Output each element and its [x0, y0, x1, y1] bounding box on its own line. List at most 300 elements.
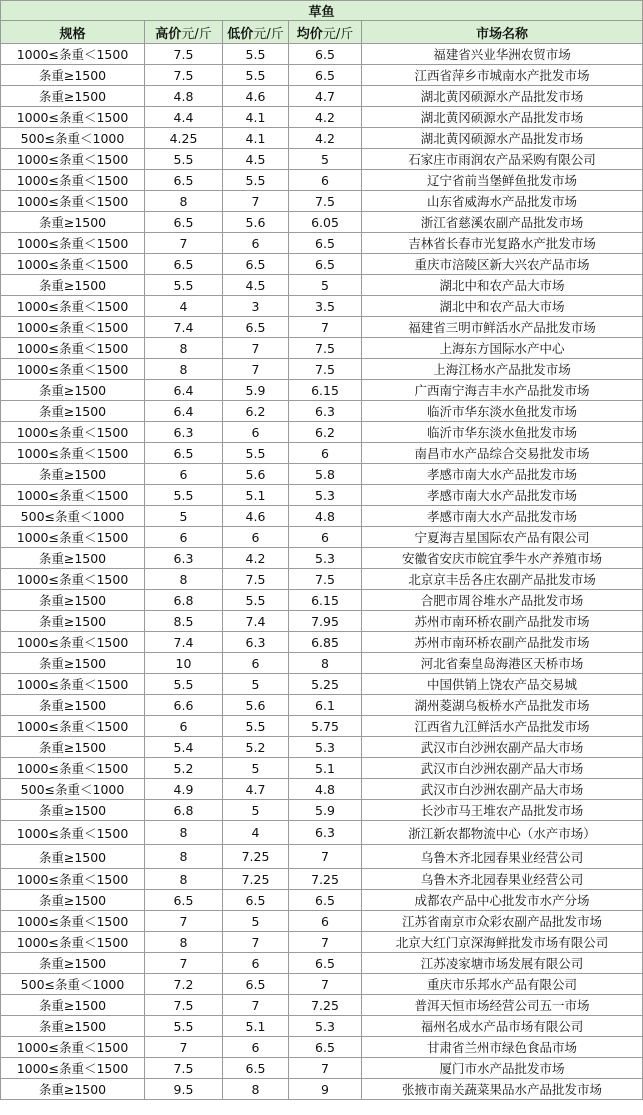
cell-market: 上海江杨水产品批发市场: [362, 359, 643, 380]
cell-high: 6.5: [145, 890, 223, 911]
cell-market: 江苏凌家塘市场发展有限公司: [362, 953, 643, 974]
cell-high: 6.5: [145, 443, 223, 464]
cell-low: 4.1: [223, 107, 289, 128]
cell-market: 江苏省南京市众彩农副产品批发市场: [362, 911, 643, 932]
cell-avg: 5.8: [289, 464, 362, 485]
cell-spec: 条重≥1500: [1, 548, 145, 569]
header-avg-unit: 元/斤: [322, 26, 354, 42]
cell-spec: 条重≥1500: [1, 695, 145, 716]
cell-avg: 7.5: [289, 191, 362, 212]
cell-low: 6.3: [223, 632, 289, 653]
cell-market: 成都农产品中心批发市水产分场: [362, 890, 643, 911]
header-low-label: 低价: [227, 26, 254, 42]
cell-market: 湖北中和农产品大市场: [362, 296, 643, 317]
cell-high: 7.4: [145, 632, 223, 653]
table-row: [1, 845, 643, 869]
cell-high: 5.5: [145, 1016, 223, 1037]
cell-low: 7: [223, 338, 289, 359]
cell-market: 湖北中和农产品大市场: [362, 275, 643, 296]
cell-market: 厦门市水产品批发市场: [362, 1058, 643, 1079]
cell-market: 孝感市南大水产品批发市场: [362, 464, 643, 485]
cell-low: 4.1: [223, 128, 289, 149]
table-row: [1, 779, 643, 800]
cell-spec: 条重≥1500: [1, 890, 145, 911]
cell-spec: 1000≤条重＜1500: [1, 1037, 145, 1058]
cell-low: 6: [223, 953, 289, 974]
cell-spec: 1000≤条重＜1500: [1, 359, 145, 380]
cell-high: 8: [145, 338, 223, 359]
cell-avg: 6.5: [289, 233, 362, 254]
cell-spec: 条重≥1500: [1, 380, 145, 401]
table-row: [1, 128, 643, 149]
table-title: 草鱼: [1, 1, 643, 21]
cell-low: 6: [223, 653, 289, 674]
cell-low: 3: [223, 296, 289, 317]
header-spec: 规格: [1, 21, 145, 44]
cell-market: 武汉市白沙洲农副产品大市场: [362, 758, 643, 779]
cell-low: 7.25: [223, 869, 289, 890]
table-row: [1, 611, 643, 632]
header-avg-label: 均价: [296, 26, 323, 42]
cell-low: 6.2: [223, 401, 289, 422]
cell-high: 6.8: [145, 800, 223, 821]
cell-market: 合肥市周谷堆水产品批发市场: [362, 590, 643, 611]
cell-spec: 1000≤条重＜1500: [1, 422, 145, 443]
cell-avg: 4.8: [289, 779, 362, 800]
cell-spec: 条重≥1500: [1, 611, 145, 632]
cell-low: 5: [223, 674, 289, 695]
cell-avg: 6: [289, 170, 362, 191]
cell-market: 石家庄市雨润农产品采购有限公司: [362, 149, 643, 170]
cell-avg: 5: [289, 149, 362, 170]
cell-low: 5: [223, 758, 289, 779]
cell-market: 临沂市华东淡水鱼批发市场: [362, 401, 643, 422]
cell-market: 乌鲁木齐北园春果业经营公司: [362, 845, 643, 869]
table-row: [1, 443, 643, 464]
cell-low: 5.5: [223, 65, 289, 86]
cell-market: 苏州市南环桥农副产品批发市场: [362, 611, 643, 632]
cell-spec: 1000≤条重＜1500: [1, 527, 145, 548]
cell-market: 甘肃省兰州市绿色食品市场: [362, 1037, 643, 1058]
cell-spec: 500≤条重＜1000: [1, 974, 145, 995]
cell-low: 7: [223, 932, 289, 953]
cell-avg: 5.3: [289, 737, 362, 758]
cell-spec: 条重≥1500: [1, 65, 145, 86]
cell-spec: 500≤条重＜1000: [1, 506, 145, 527]
cell-high: 6.3: [145, 548, 223, 569]
header-avg: [289, 21, 362, 44]
cell-high: 8: [145, 821, 223, 845]
cell-avg: 7: [289, 317, 362, 338]
cell-spec: 1000≤条重＜1500: [1, 569, 145, 590]
cell-avg: 6.3: [289, 401, 362, 422]
table-row: [1, 1058, 643, 1079]
cell-spec: 1000≤条重＜1500: [1, 296, 145, 317]
cell-avg: 8: [289, 653, 362, 674]
cell-high: 8: [145, 845, 223, 869]
cell-spec: 1000≤条重＜1500: [1, 170, 145, 191]
cell-spec: 条重≥1500: [1, 1079, 145, 1100]
cell-market: 孝感市南大水产品批发市场: [362, 485, 643, 506]
cell-spec: 1000≤条重＜1500: [1, 716, 145, 737]
cell-market: 张掖市南关蔬菜果品水产品批发市场: [362, 1079, 643, 1100]
cell-low: 8: [223, 1079, 289, 1100]
cell-market: 宁夏海吉星国际农产品有限公司: [362, 527, 643, 548]
table-row: [1, 86, 643, 107]
cell-market: 重庆市涪陵区新大兴农产品市场: [362, 254, 643, 275]
cell-avg: 6: [289, 443, 362, 464]
table-row: [1, 380, 643, 401]
table-row: [1, 995, 643, 1016]
table-row: [1, 800, 643, 821]
cell-high: 6.5: [145, 212, 223, 233]
cell-avg: 4.8: [289, 506, 362, 527]
table-row: [1, 890, 643, 911]
cell-avg: 7: [289, 974, 362, 995]
header-low-unit: 元/斤: [253, 26, 284, 42]
cell-high: 8: [145, 191, 223, 212]
cell-spec: 1000≤条重＜1500: [1, 443, 145, 464]
cell-avg: 6.3: [289, 821, 362, 845]
table-row: [1, 716, 643, 737]
table-row: [1, 953, 643, 974]
cell-high: 8: [145, 359, 223, 380]
cell-high: 7.5: [145, 995, 223, 1016]
cell-low: 6.5: [223, 974, 289, 995]
cell-market: 福建省三明市鲜活水产品批发市场: [362, 317, 643, 338]
table-row: [1, 911, 643, 932]
cell-low: 7.5: [223, 569, 289, 590]
cell-market: 河北省秦皇岛海港区天桥市场: [362, 653, 643, 674]
cell-spec: 1000≤条重＜1500: [1, 233, 145, 254]
cell-avg: 6.5: [289, 44, 362, 65]
cell-market: 上海东方国际水产中心: [362, 338, 643, 359]
table-row: [1, 1079, 643, 1100]
cell-spec: 1000≤条重＜1500: [1, 149, 145, 170]
cell-market: 山东省威海水产品批发市场: [362, 191, 643, 212]
cell-market: 湖北黄冈硕源水产品批发市场: [362, 107, 643, 128]
cell-avg: 7.25: [289, 869, 362, 890]
cell-avg: 7.25: [289, 995, 362, 1016]
cell-avg: 5.25: [289, 674, 362, 695]
cell-high: 8: [145, 932, 223, 953]
table-row: [1, 65, 643, 86]
cell-high: 7: [145, 953, 223, 974]
cell-low: 4.5: [223, 149, 289, 170]
cell-low: 6.5: [223, 254, 289, 275]
cell-avg: 5.3: [289, 1016, 362, 1037]
cell-avg: 7: [289, 1058, 362, 1079]
cell-low: 5: [223, 800, 289, 821]
cell-high: 5: [145, 506, 223, 527]
table-row: [1, 359, 643, 380]
cell-avg: 6.2: [289, 422, 362, 443]
cell-low: 4: [223, 821, 289, 845]
cell-spec: 1000≤条重＜1500: [1, 254, 145, 275]
cell-spec: 条重≥1500: [1, 275, 145, 296]
cell-high: 5.5: [145, 674, 223, 695]
cell-market: 湖州菱湖乌板桥水产品批发市场: [362, 695, 643, 716]
table-row: [1, 485, 643, 506]
cell-avg: 5.3: [289, 485, 362, 506]
table-row: [1, 191, 643, 212]
cell-low: 5.5: [223, 716, 289, 737]
cell-avg: 6.5: [289, 953, 362, 974]
cell-avg: 5: [289, 275, 362, 296]
cell-high: 7.5: [145, 65, 223, 86]
cell-market: 普洱天恒市场经营公司五一市场: [362, 995, 643, 1016]
table-row: [1, 695, 643, 716]
table-row: [1, 974, 643, 995]
cell-avg: 6.85: [289, 632, 362, 653]
cell-high: 6.5: [145, 254, 223, 275]
cell-avg: 6.05: [289, 212, 362, 233]
cell-market: 武汉市白沙洲农副产品大市场: [362, 737, 643, 758]
cell-low: 7.25: [223, 845, 289, 869]
cell-market: 福建省兴业华洲农贸市场: [362, 44, 643, 65]
cell-high: 5.5: [145, 275, 223, 296]
cell-low: 7.4: [223, 611, 289, 632]
cell-market: 中国供销上饶农产品交易城: [362, 674, 643, 695]
cell-high: 7.2: [145, 974, 223, 995]
cell-low: 4.7: [223, 779, 289, 800]
cell-market: 苏州市南环桥农副产品批发市场: [362, 632, 643, 653]
table-row: [1, 590, 643, 611]
cell-high: 7.4: [145, 317, 223, 338]
table-row: [1, 632, 643, 653]
table-row: [1, 107, 643, 128]
cell-low: 5.1: [223, 1016, 289, 1037]
cell-low: 5.5: [223, 590, 289, 611]
cell-spec: 条重≥1500: [1, 1016, 145, 1037]
cell-spec: 条重≥1500: [1, 800, 145, 821]
title-row: [1, 1, 643, 21]
cell-avg: 6: [289, 527, 362, 548]
cell-high: 6.8: [145, 590, 223, 611]
cell-avg: 4.7: [289, 86, 362, 107]
header-high-label: 高价: [155, 26, 182, 42]
cell-spec: 1000≤条重＜1500: [1, 674, 145, 695]
table-row: [1, 653, 643, 674]
cell-avg: 6.15: [289, 380, 362, 401]
cell-high: 6: [145, 464, 223, 485]
cell-market: 江西省萍乡市城南水产批发市场: [362, 65, 643, 86]
cell-market: 北京大红门京深海鲜批发市场有限公司: [362, 932, 643, 953]
cell-market: 长沙市马王堆农产品批发市场: [362, 800, 643, 821]
cell-market: 武汉市白沙洲农副产品大市场: [362, 779, 643, 800]
cell-spec: 1000≤条重＜1500: [1, 1058, 145, 1079]
cell-spec: 条重≥1500: [1, 590, 145, 611]
cell-low: 5.6: [223, 695, 289, 716]
cell-high: 5.2: [145, 758, 223, 779]
cell-high: 6.4: [145, 380, 223, 401]
table-row: [1, 275, 643, 296]
cell-spec: 1000≤条重＜1500: [1, 632, 145, 653]
table-row: [1, 338, 643, 359]
cell-spec: 条重≥1500: [1, 212, 145, 233]
cell-market: 北京京丰岳各庄农副产品批发市场: [362, 569, 643, 590]
cell-avg: 5.75: [289, 716, 362, 737]
table-row: [1, 401, 643, 422]
cell-spec: 1000≤条重＜1500: [1, 317, 145, 338]
cell-high: 5.5: [145, 485, 223, 506]
cell-high: 7: [145, 233, 223, 254]
table-row: [1, 758, 643, 779]
cell-spec: 1000≤条重＜1500: [1, 191, 145, 212]
cell-market: 临沂市华东淡水鱼批发市场: [362, 422, 643, 443]
table-row: [1, 569, 643, 590]
table-row: [1, 506, 643, 527]
cell-high: 4.8: [145, 86, 223, 107]
cell-low: 5.5: [223, 44, 289, 65]
cell-low: 4.6: [223, 506, 289, 527]
cell-high: 4: [145, 296, 223, 317]
cell-avg: 7.5: [289, 359, 362, 380]
cell-spec: 1000≤条重＜1500: [1, 932, 145, 953]
table-row: [1, 254, 643, 275]
cell-market: 福州名成水产品市场有限公司: [362, 1016, 643, 1037]
cell-high: 6.3: [145, 422, 223, 443]
cell-market: 安徽省安庆市皖宜季牛水产养殖市场: [362, 548, 643, 569]
cell-spec: 500≤条重＜1000: [1, 128, 145, 149]
cell-spec: 条重≥1500: [1, 845, 145, 869]
cell-avg: 6.5: [289, 1037, 362, 1058]
cell-spec: 1000≤条重＜1500: [1, 338, 145, 359]
cell-high: 4.4: [145, 107, 223, 128]
cell-low: 6: [223, 527, 289, 548]
cell-spec: 条重≥1500: [1, 995, 145, 1016]
cell-avg: 5.9: [289, 800, 362, 821]
table-row: [1, 422, 643, 443]
cell-avg: 7.95: [289, 611, 362, 632]
table-row: [1, 527, 643, 548]
table-row: [1, 674, 643, 695]
table-row: [1, 737, 643, 758]
cell-low: 7: [223, 995, 289, 1016]
cell-low: 4.2: [223, 548, 289, 569]
cell-low: 5.2: [223, 737, 289, 758]
cell-avg: 7: [289, 845, 362, 869]
cell-avg: 7.5: [289, 338, 362, 359]
table-row: [1, 464, 643, 485]
table-row: [1, 317, 643, 338]
cell-high: 7.5: [145, 44, 223, 65]
cell-high: 7.5: [145, 1058, 223, 1079]
cell-low: 4.5: [223, 275, 289, 296]
cell-high: 8: [145, 869, 223, 890]
cell-avg: 5.3: [289, 548, 362, 569]
cell-low: 5.5: [223, 170, 289, 191]
cell-market: 吉林省长春市光复路水产批发市场: [362, 233, 643, 254]
header-high: [145, 21, 223, 44]
table-row: [1, 212, 643, 233]
table-row: [1, 932, 643, 953]
table-row: [1, 170, 643, 191]
cell-avg: 4.2: [289, 107, 362, 128]
cell-low: 5.6: [223, 464, 289, 485]
cell-spec: 1000≤条重＜1500: [1, 758, 145, 779]
cell-low: 5: [223, 911, 289, 932]
cell-high: 7: [145, 911, 223, 932]
cell-low: 5.5: [223, 443, 289, 464]
cell-avg: 6: [289, 911, 362, 932]
cell-low: 6: [223, 422, 289, 443]
cell-market: 辽宁省前当堡鲜鱼批发市场: [362, 170, 643, 191]
cell-high: 8: [145, 569, 223, 590]
cell-spec: 条重≥1500: [1, 653, 145, 674]
cell-market: 湖北黄冈硕源水产品批发市场: [362, 86, 643, 107]
cell-spec: 500≤条重＜1000: [1, 779, 145, 800]
cell-high: 6.4: [145, 401, 223, 422]
table-row: [1, 1037, 643, 1058]
cell-low: 7: [223, 191, 289, 212]
cell-high: 4.9: [145, 779, 223, 800]
cell-avg: 6.5: [289, 254, 362, 275]
cell-low: 6.5: [223, 317, 289, 338]
table-row: [1, 149, 643, 170]
cell-spec: 1000≤条重＜1500: [1, 911, 145, 932]
cell-spec: 条重≥1500: [1, 953, 145, 974]
cell-spec: 条重≥1500: [1, 464, 145, 485]
cell-market: 浙江省慈溪农副产品批发市场: [362, 212, 643, 233]
cell-spec: 1000≤条重＜1500: [1, 44, 145, 65]
cell-avg: 4.2: [289, 128, 362, 149]
cell-avg: 6.15: [289, 590, 362, 611]
cell-low: 5.6: [223, 212, 289, 233]
table-row: [1, 44, 643, 65]
cell-high: 5.4: [145, 737, 223, 758]
cell-avg: 6.5: [289, 65, 362, 86]
cell-spec: 1000≤条重＜1500: [1, 821, 145, 845]
table-row: [1, 821, 643, 845]
cell-high: 9.5: [145, 1079, 223, 1100]
cell-avg: 6.1: [289, 695, 362, 716]
cell-market: 孝感市南大水产品批发市场: [362, 506, 643, 527]
header-high-unit: 元/斤: [181, 26, 212, 42]
cell-spec: 1000≤条重＜1500: [1, 869, 145, 890]
cell-high: 6.5: [145, 170, 223, 191]
cell-low: 5.9: [223, 380, 289, 401]
cell-high: 10: [145, 653, 223, 674]
cell-avg: 9: [289, 1079, 362, 1100]
table-row: [1, 869, 643, 890]
header-low: [223, 21, 289, 44]
cell-spec: 条重≥1500: [1, 86, 145, 107]
cell-spec: 条重≥1500: [1, 401, 145, 422]
table-row: [1, 548, 643, 569]
cell-avg: 7.5: [289, 569, 362, 590]
cell-market: 南昌市水产品综合交易批发市场: [362, 443, 643, 464]
table-body: [1, 44, 643, 1100]
table-row: [1, 1016, 643, 1037]
table-row: [1, 233, 643, 254]
cell-high: 4.25: [145, 128, 223, 149]
cell-low: 6.5: [223, 1058, 289, 1079]
cell-low: 7: [223, 359, 289, 380]
cell-spec: 1000≤条重＜1500: [1, 485, 145, 506]
cell-high: 7: [145, 1037, 223, 1058]
cell-avg: 6.5: [289, 890, 362, 911]
cell-avg: 7: [289, 932, 362, 953]
cell-high: 6.6: [145, 695, 223, 716]
cell-high: 5.5: [145, 149, 223, 170]
cell-market: 广西南宁海吉丰水产品批发市场: [362, 380, 643, 401]
cell-market: 湖北黄冈硕源水产品批发市场: [362, 128, 643, 149]
cell-avg: 5.1: [289, 758, 362, 779]
cell-spec: 1000≤条重＜1500: [1, 107, 145, 128]
table-row: [1, 296, 643, 317]
cell-spec: 条重≥1500: [1, 737, 145, 758]
